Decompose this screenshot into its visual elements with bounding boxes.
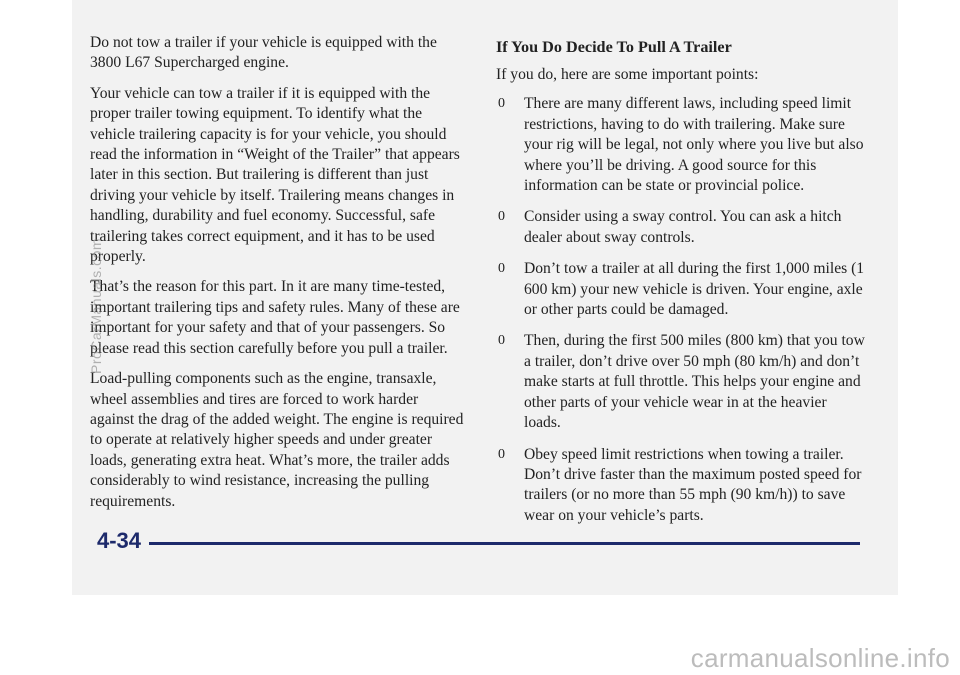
left-column: [90, 33, 465, 522]
paragraph-trailering-tips: That’s the reason for this part. In it are many time-tested, important trailering tips and safety rules. Many of these are important for your safety and that of your passengers. So please read this section carefully before you pull a trailer.: [90, 278, 460, 357]
bullet-marker: 0: [498, 333, 505, 349]
footer-rule: [149, 542, 860, 545]
list-item-text: Then, during the first 500 miles (800 km) that you tow a trailer, don’t drive over 50 mph (80 km/h) and don’t make starts at full throttle. This helps your engine and other parts of your vehicle wear in at the heavier loads.: [524, 332, 865, 432]
list-item: [496, 207, 866, 248]
bullet-marker: 0: [498, 96, 505, 112]
bullet-marker: 0: [498, 261, 505, 277]
page-number: 4-34: [97, 528, 142, 553]
points-list: [496, 94, 866, 526]
section-intro: If you do, here are some important points:: [496, 66, 759, 83]
bullet-marker: 0: [498, 209, 505, 225]
section-heading: If You Do Decide To Pull A Trailer: [496, 38, 732, 56]
list-item: [496, 94, 866, 196]
list-item-text: Consider using a sway control. You can ask a hitch dealer about sway controls.: [524, 208, 842, 246]
list-item-text: Don’t tow a trailer at all during the first 1,000 miles (1 600 km) your new vehicle is driven. Your engine, axle or other parts could be damaged.: [524, 260, 865, 319]
watermark: ProCarManuals.com: [88, 237, 104, 374]
bullet-marker: 0: [498, 446, 505, 462]
paragraph-towing-equipment: Your vehicle can tow a trailer if it is equipped with the proper trailer towing equipment. To identify what the vehicle trailering capacity is for your vehicle, you should read the information in “Weight of the Trailer” that appears later in this section. But trailering is different than just driving your vehicle by itself. Trailering means changes in handling, durability and fuel economy. Successful, safe trailering takes correct equipment, and it has to be used properly.: [90, 84, 460, 266]
list-item-text: Obey speed limit restrictions when towing a trailer. Don’t drive faster than the maximum posted speed for trailers (or no more than 55 mph (90 km/h)) to save wear on your vehicle’s parts.: [524, 445, 862, 524]
paragraph-supercharged-warning: Do not tow a trailer if your vehicle is equipped with the 3800 L67 Supercharged engine.: [90, 34, 437, 72]
paragraph-load-components: Load-pulling components such as the engine, transaxle, wheel assemblies and tires are forced to work harder against the drag of the added weight. The engine is required to operate at relatively higher speeds and under greater loads, generating extra heat. What’s more, the trailer adds considerably to wind resistance, increasing the pulling requirements.: [90, 370, 464, 510]
list-item: [496, 445, 866, 527]
list-item-text: There are many different laws, including speed limit restrictions, having to do with trailering. Make sure your rig will be legal, not only where you live but also where you’ll be driving. A good source for this information can be state or provincial police.: [524, 95, 864, 195]
list-item: [496, 331, 866, 433]
right-column: [496, 37, 866, 537]
list-item: [496, 259, 866, 320]
site-link[interactable]: carmanualsonline.info: [690, 643, 950, 673]
